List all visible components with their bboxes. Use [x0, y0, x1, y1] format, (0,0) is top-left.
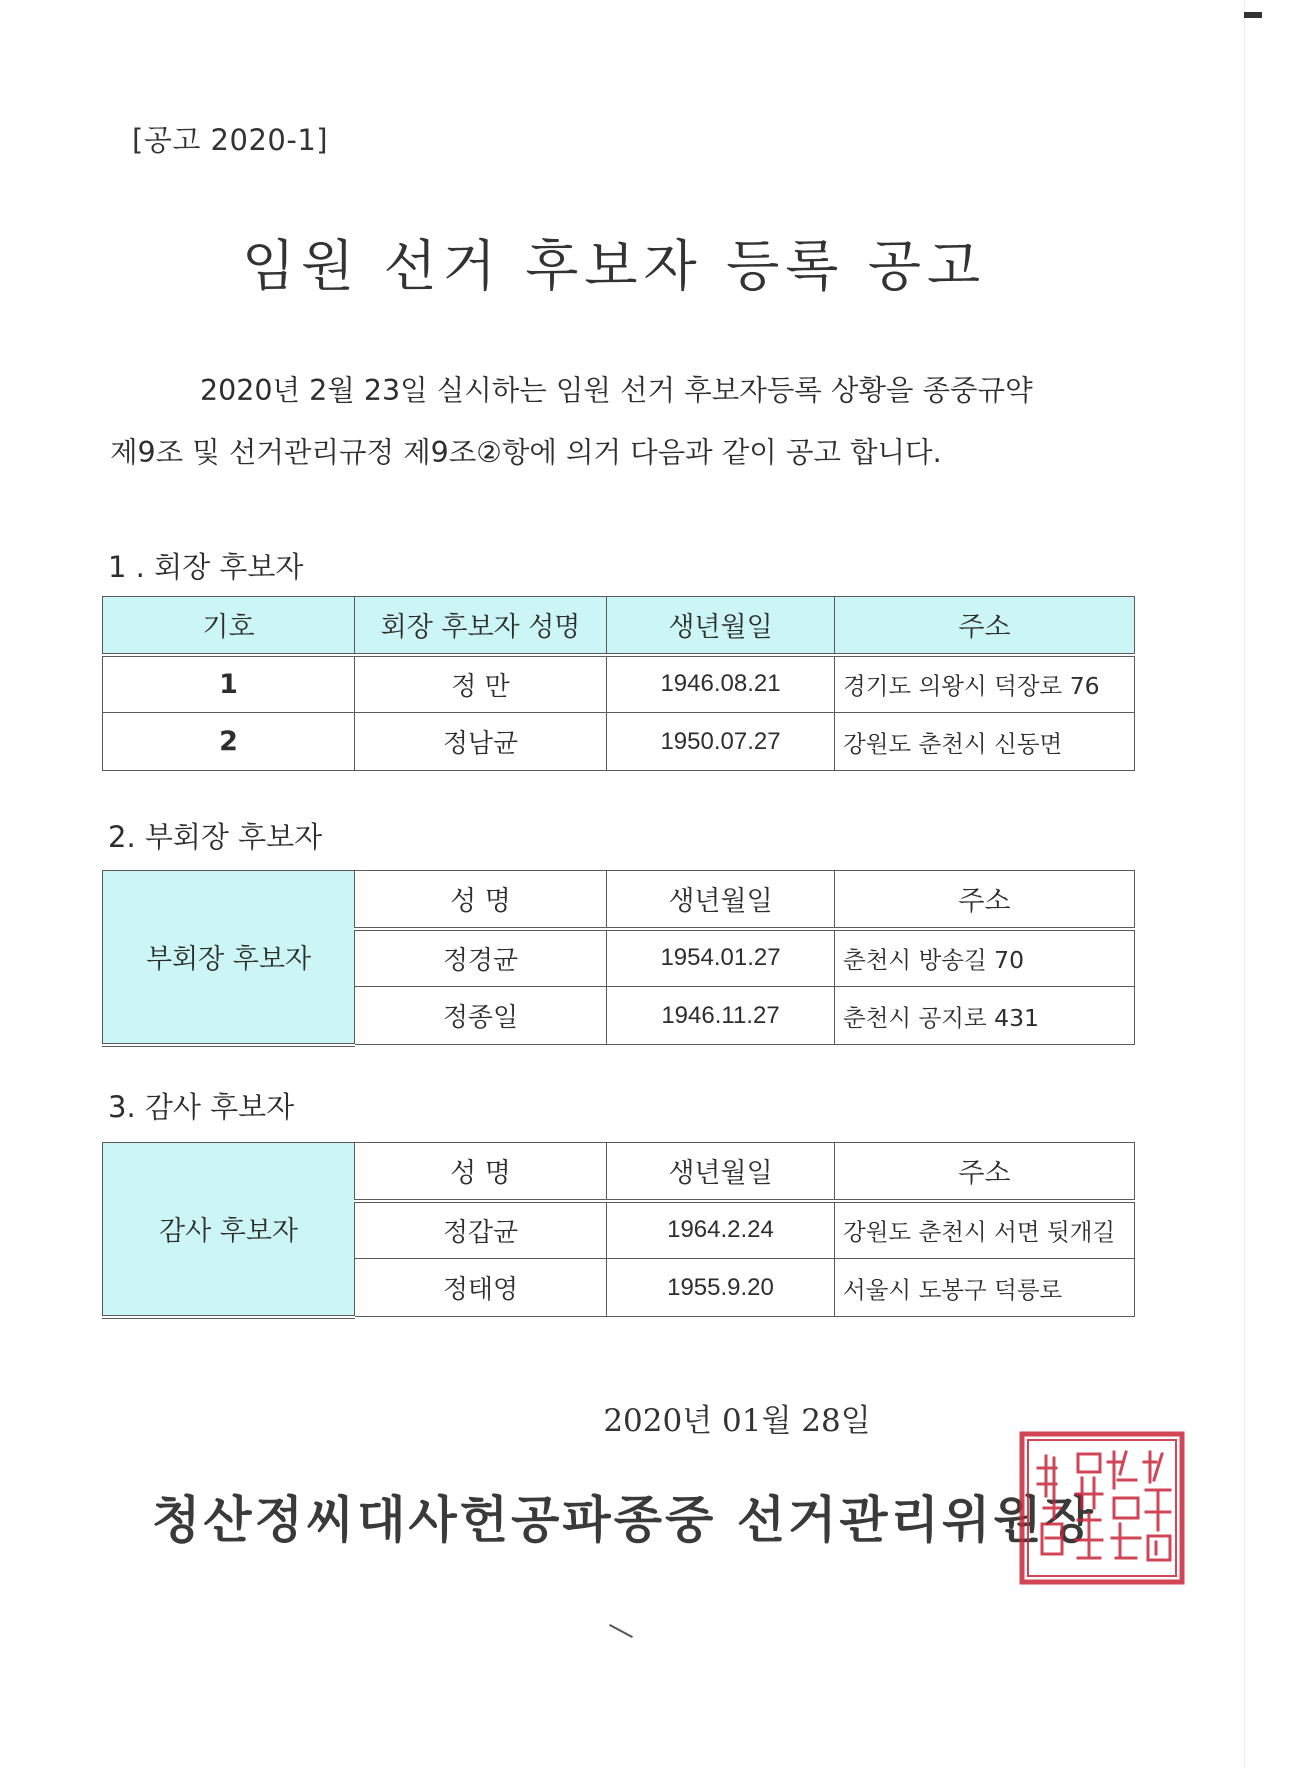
candidate-birth: 1950.07.27: [607, 713, 835, 771]
candidate-address: 춘천시 방송길 70: [835, 929, 1135, 987]
header-birth: 생년월일: [607, 1143, 835, 1201]
stray-pen-mark: [609, 1624, 633, 1638]
candidate-birth: 1946.08.21: [607, 655, 835, 713]
group-label: 감사 후보자: [103, 1143, 355, 1317]
candidate-address: 경기도 의왕시 덕장로 76: [835, 655, 1135, 713]
header-birth: 생년월일: [607, 597, 835, 655]
table-row: [103, 655, 1135, 713]
notice-number: [공고 2020-1]: [132, 123, 329, 157]
official-seal-stamp: [1016, 1428, 1188, 1588]
signer-name: 청산정씨대사헌공파종중 선거관리위원장: [152, 1491, 1096, 1549]
vice-president-candidates-table: [102, 870, 1135, 1047]
intro-line-1: 2020년 2월 23일 실시하는 임원 선거 후보자등록 상황을 종중규약: [200, 374, 1033, 407]
candidate-birth: 1946.11.27: [607, 987, 835, 1045]
intro-line-2: 제9조 및 선거관리규정 제9조②항에 의거 다음과 같이 공고 합니다.: [110, 436, 942, 469]
candidate-number: 2: [103, 713, 355, 771]
header-number: 기호: [103, 597, 355, 655]
candidate-name: 정태영: [355, 1259, 607, 1317]
header-name: 회장 후보자 성명: [355, 597, 607, 655]
header-birth: 생년월일: [607, 871, 835, 929]
candidate-name: 정경균: [355, 929, 607, 987]
scan-edge: [1244, 0, 1245, 1768]
president-candidates-table: [102, 596, 1135, 771]
candidate-name: 정남균: [355, 713, 607, 771]
table-header-row: [103, 871, 1135, 929]
candidate-number: 1: [103, 655, 355, 713]
candidate-address: 강원도 춘천시 신동면: [835, 713, 1135, 771]
candidate-address: 서울시 도봉구 덕릉로: [835, 1259, 1135, 1317]
candidate-birth: 1954.01.27: [607, 929, 835, 987]
candidate-birth: 1964.2.24: [607, 1201, 835, 1259]
candidate-name: 정갑균: [355, 1201, 607, 1259]
section-title-auditor: 3. 감사 후보자: [108, 1090, 295, 1124]
group-label: 부회장 후보자: [103, 871, 355, 1045]
header-name: 성 명: [355, 871, 607, 929]
page-title: 임원 선거 후보자 등록 공고: [241, 234, 987, 298]
candidate-address: 강원도 춘천시 서면 뒷개길: [835, 1201, 1135, 1259]
header-address: 주소: [835, 871, 1135, 929]
candidate-name: 정종일: [355, 987, 607, 1045]
header-address: 주소: [835, 597, 1135, 655]
auditor-candidates-table: [102, 1142, 1135, 1319]
scan-mark: [1244, 12, 1262, 18]
notice-date: 2020년 01월 28일: [603, 1403, 871, 1439]
section-title-vice-president: 2. 부회장 후보자: [108, 820, 323, 854]
header-address: 주소: [835, 1143, 1135, 1201]
candidate-address: 춘천시 공지로 431: [835, 987, 1135, 1045]
candidate-birth: 1955.9.20: [607, 1259, 835, 1317]
candidate-name: 정 만: [355, 655, 607, 713]
table-row: [103, 713, 1135, 771]
table-header-row: [103, 597, 1135, 655]
section-title-president: 1 . 회장 후보자: [108, 550, 304, 584]
header-name: 성 명: [355, 1143, 607, 1201]
table-header-row: [103, 1143, 1135, 1201]
